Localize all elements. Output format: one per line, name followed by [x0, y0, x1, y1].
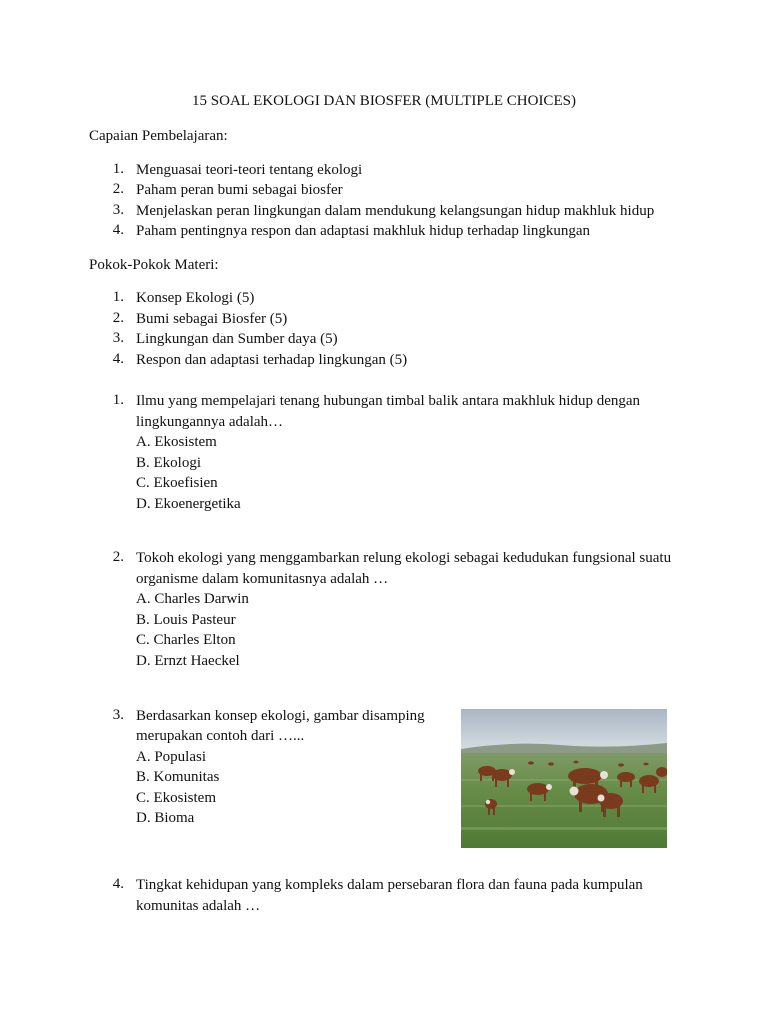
answer-option: C. Charles Elton	[136, 632, 236, 648]
list-number: 1.	[112, 289, 124, 305]
answer-option: B. Ekologi	[136, 455, 202, 471]
answer-option: B. Louis Pasteur	[136, 612, 236, 628]
list-item: Menjelaskan peran lingkungan dalam mendukung kelangsungan hidup makhluk hidup	[136, 203, 655, 219]
list-number: 3.	[112, 330, 124, 346]
list-item: Respon dan adaptasi terhadap lingkungan (5)	[136, 352, 408, 368]
question-number: 2.	[112, 549, 124, 565]
question-text: Tingkat kehidupan yang kompleks dalam persebaran flora dan fauna pada kumpulan	[136, 877, 643, 893]
list-item: Bumi sebagai Biosfer (5)	[136, 311, 288, 327]
answer-option: B. Komunitas	[136, 769, 220, 785]
pokok-heading: Pokok-Pokok Materi:	[89, 257, 219, 273]
answer-option: A. Charles Darwin	[136, 591, 249, 607]
answer-option: C. Ekosistem	[136, 790, 217, 806]
list-number: 2.	[112, 181, 124, 197]
question-number: 1.	[112, 392, 124, 408]
list-number: 4.	[112, 351, 124, 367]
cattle-pasture-photo	[461, 709, 667, 848]
question-text: Tokoh ekologi yang menggambarkan relung ekologi sebagai kedudukan fungsional suatu	[136, 550, 672, 566]
document-title: 15 SOAL EKOLOGI DAN BIOSFER (MULTIPLE CHOICES)	[192, 93, 576, 109]
list-number: 1.	[112, 161, 124, 177]
list-number: 4.	[112, 222, 124, 238]
question-text: merupakan contoh dari …...	[136, 728, 305, 744]
answer-option: D. Bioma	[136, 810, 195, 826]
answer-option: D. Ernzt Haeckel	[136, 653, 240, 669]
answer-option: D. Ekoenergetika	[136, 496, 241, 512]
question-text: Ilmu yang mempelajari tenang hubungan timbal balik antara makhluk hidup dengan	[136, 393, 641, 409]
answer-option: A. Ekosistem	[136, 434, 217, 450]
question-text: organisme dalam komunitasnya adalah …	[136, 571, 389, 587]
capaian-heading: Capaian Pembelajaran:	[89, 128, 228, 144]
answer-option: C. Ekoefisien	[136, 475, 218, 491]
list-item: Lingkungan dan Sumber daya (5)	[136, 331, 338, 347]
answer-option: A. Populasi	[136, 749, 207, 765]
list-item: Menguasai teori-teori tentang ekologi	[136, 162, 363, 178]
list-number: 2.	[112, 310, 124, 326]
list-item: Paham pentingnya respon dan adaptasi makhluk hidup terhadap lingkungan	[136, 223, 591, 239]
list-number: 3.	[112, 202, 124, 218]
question-number: 3.	[112, 707, 124, 723]
sky	[461, 709, 667, 751]
question-text: Berdasarkan konsep ekologi, gambar disamping	[136, 708, 425, 724]
list-item: Paham peran bumi sebagai biosfer	[136, 182, 343, 198]
question-text: komunitas adalah …	[136, 898, 261, 914]
list-item: Konsep Ekologi (5)	[136, 290, 255, 306]
question-text: lingkungannya adalah…	[136, 414, 284, 430]
question-number: 4.	[112, 876, 124, 892]
